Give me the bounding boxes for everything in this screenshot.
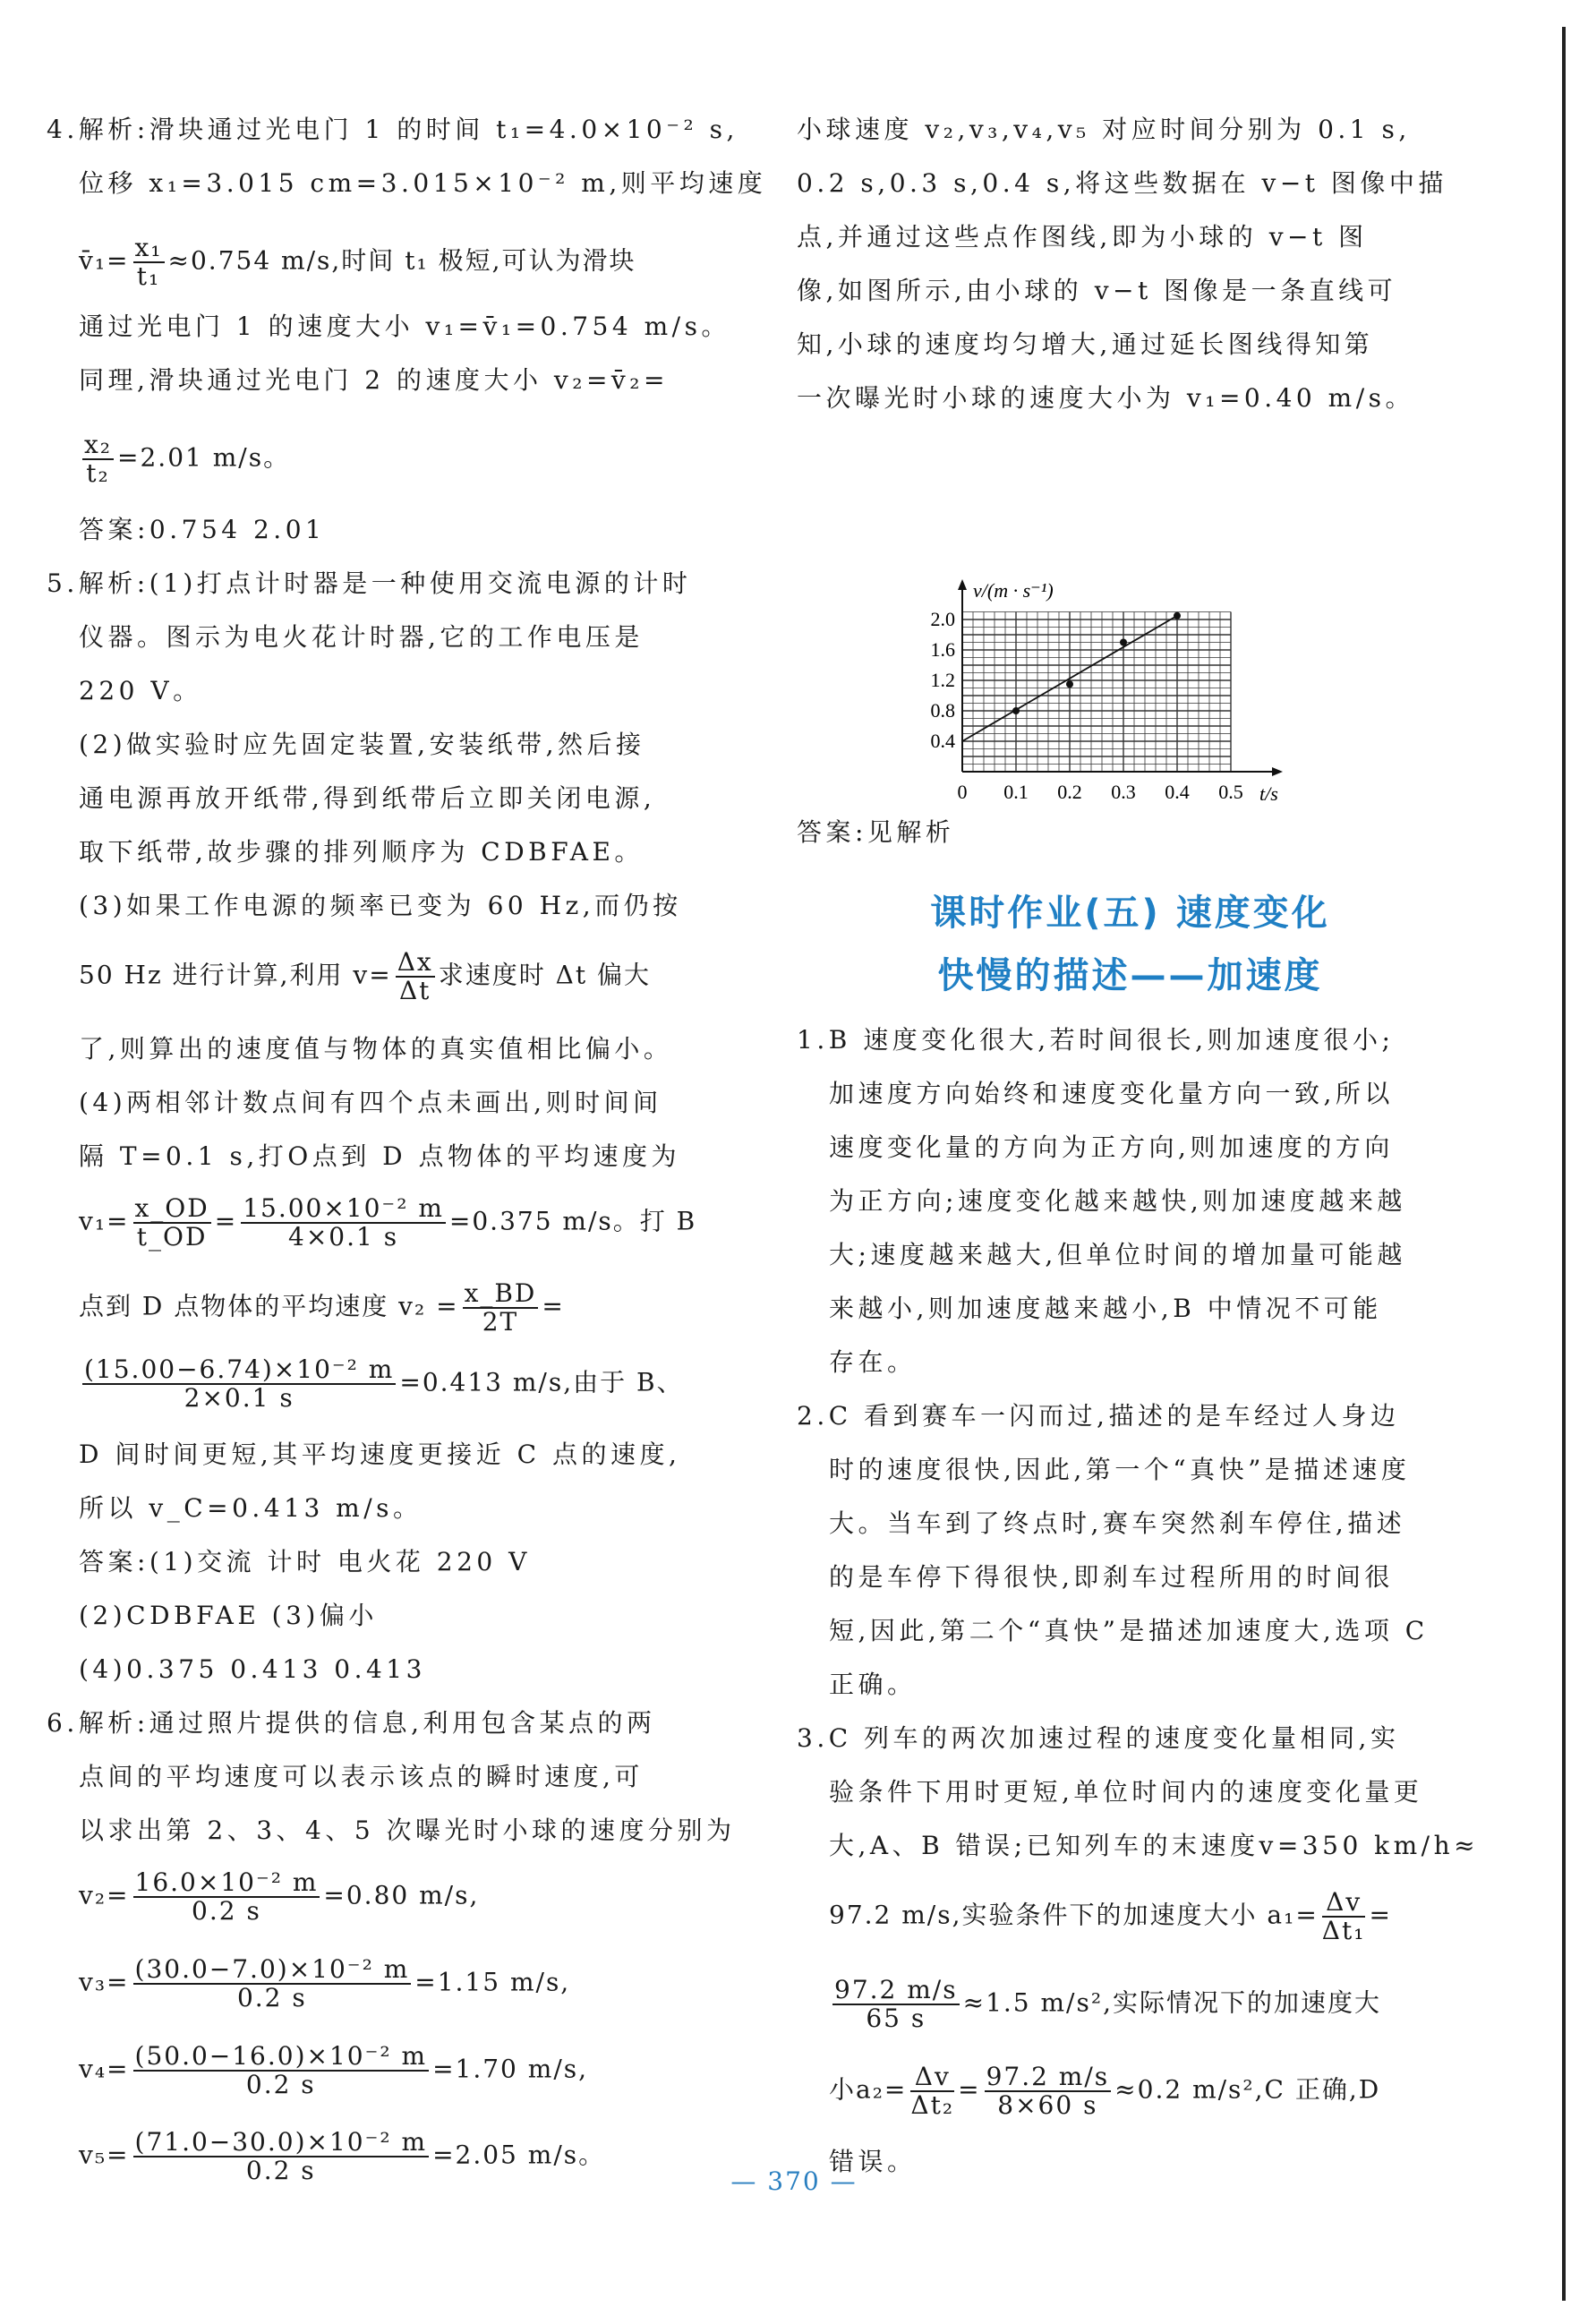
- text-line: 速度变化量的方向为正方向,则加速度的方向: [829, 1132, 1394, 1162]
- fraction: [396, 949, 435, 1004]
- data-point: [1066, 680, 1073, 688]
- data-point: [1012, 707, 1020, 714]
- y-tick-label: 0.4: [930, 730, 955, 752]
- text-line: 4.解析:滑块通过光电门 1 的时间 t₁=4.0×10⁻² s,: [47, 115, 739, 144]
- text-line: 时的速度很快,因此,第一个“真快”是描述速度: [829, 1455, 1411, 1484]
- fraction: [463, 1280, 539, 1336]
- text-line: (2)做实验时应先固定装置,安装纸带,然后接: [79, 730, 645, 759]
- equation-line: [797, 1977, 1381, 2032]
- text-line: 仪器。图示为电火花计时器,它的工作电压是: [79, 622, 644, 652]
- numerator: x_OD: [134, 1193, 209, 1223]
- eq-part: =: [1369, 1900, 1392, 1930]
- section-title: 快慢的描述——加速度: [937, 955, 1323, 996]
- denominator: 8×60 s: [997, 2090, 1098, 2120]
- denominator: 0.2 s: [192, 1896, 261, 1926]
- text-line: (3)如果工作电源的频率已变为 60 Hz,而仍按: [79, 891, 682, 920]
- numerator: 97.2 m/s: [986, 2062, 1110, 2091]
- equation-line: [797, 2063, 1380, 2119]
- numerator: x_BD: [464, 1278, 537, 1308]
- x-tick-label: 0.4: [1165, 781, 1190, 803]
- text-line: 所以 v_C=0.413 m/s。: [79, 1493, 423, 1523]
- x-tick-label: 0.2: [1057, 781, 1082, 803]
- eq-part: =0.413 m/s,由于 B、: [399, 1367, 684, 1397]
- fraction: [1322, 1889, 1366, 1944]
- numerator: x₂: [84, 430, 113, 459]
- text-line: 通电源再放开纸带,得到纸带后立即关闭电源,: [79, 783, 656, 813]
- text-line: 短,因此,第二个“真快”是描述加速度大,选项 C: [829, 1616, 1429, 1645]
- text-line: 取下纸带,故步骤的排列顺序为 CDBFAE。: [79, 837, 644, 867]
- equation-line: [47, 235, 636, 290]
- y-tick-label: 0.8: [930, 699, 955, 722]
- fraction: [910, 2063, 954, 2119]
- text-line: 像,如图所示,由小球的 v−t 图像是一条直线可: [797, 276, 1397, 305]
- numerator: 97.2 m/s: [834, 1975, 958, 2004]
- numerator: (30.0−7.0)×10⁻² m: [134, 1954, 410, 1984]
- text-line: 的是车停下得很快,即刹车过程所用的时间很: [829, 1562, 1394, 1592]
- text-line: 点,并通过这些点作图线,即为小球的 v−t 图: [797, 222, 1368, 252]
- denominator: 2×0.1 s: [184, 1383, 295, 1413]
- text-line: 大;速度越来越大,但单位时间的增加量可能越: [829, 1240, 1406, 1269]
- fraction: [133, 2043, 430, 2098]
- eq-part: 小a₂=: [829, 2074, 908, 2105]
- eq-part: =1.15 m/s,: [414, 1967, 571, 1997]
- text-line: 220 V。: [79, 676, 202, 705]
- text-line: 2.C 看到赛车一闪而过,描述的是车经过人身边: [797, 1401, 1400, 1431]
- eq-part: =: [542, 1291, 565, 1321]
- chart-ticks: [931, 608, 1243, 803]
- data-point: [1120, 639, 1127, 646]
- fraction: [133, 1869, 320, 1925]
- answer-line: 答案:(1)交流 计时 电火花 220 V: [79, 1547, 531, 1576]
- text-line: D 间时间更短,其平均速度更接近 C 点的速度,: [79, 1440, 681, 1469]
- equation-line: [797, 1889, 1392, 1944]
- fraction: [241, 1195, 446, 1251]
- eq-part: =2.05 m/s。: [432, 2140, 606, 2170]
- equation-line: [47, 1869, 479, 1925]
- text-line: 存在。: [829, 1347, 917, 1377]
- x-axis-arrow: [1272, 767, 1283, 776]
- page-number: — 370 —: [730, 2166, 858, 2196]
- denominator: Δt: [398, 976, 431, 1005]
- text-line: 0.2 s,0.3 s,0.4 s,将这些数据在 v−t 图像中描: [797, 168, 1447, 198]
- fraction: [985, 2063, 1112, 2119]
- text-line: 来越小,则加速度越来越小,B 中情况不可能: [829, 1294, 1382, 1323]
- numerator: Δv: [1322, 1889, 1366, 1918]
- fraction: [82, 1356, 396, 1412]
- numerator: (71.0−30.0)×10⁻² m: [134, 2127, 428, 2157]
- numerator: 16.0×10⁻² m: [134, 1867, 319, 1897]
- eq-part: 求速度时 Δt 偏大: [438, 960, 651, 990]
- denominator: 4×0.1 s: [288, 1222, 399, 1252]
- numerator: x₁: [134, 233, 163, 262]
- denominator: t₁: [136, 261, 161, 291]
- eq-part: =: [958, 2074, 981, 2105]
- equation-line: [47, 1956, 570, 2012]
- eq-part: =1.70 m/s,: [432, 2054, 589, 2084]
- section-title: 课时作业(五) 速度变化: [930, 893, 1330, 934]
- fraction: [82, 431, 114, 487]
- eq-part: v₄=: [79, 2054, 130, 2084]
- eq-part: =0.375 m/s。打 B: [448, 1206, 697, 1236]
- numerator: (15.00−6.74)×10⁻² m: [84, 1354, 395, 1384]
- text-line: 以求出第 2、3、4、5 次曝光时小球的速度分别为: [79, 1816, 736, 1845]
- denominator: 65 s: [866, 2004, 926, 2033]
- eq-part: =0.80 m/s,: [323, 1880, 480, 1910]
- x-tick-label: 0: [957, 781, 968, 803]
- eq-part: ≈0.754 m/s,时间 t₁ 极短,可认为滑块: [167, 245, 636, 276]
- x-tick-label: 0.3: [1111, 781, 1136, 803]
- y-tick-label: 2.0: [930, 608, 955, 630]
- fraction: [133, 235, 165, 290]
- numerator: (50.0−16.0)×10⁻² m: [134, 2041, 428, 2071]
- page-edge-line: [1562, 27, 1566, 2301]
- text-line: 一次曝光时小球的速度大小为 v₁=0.40 m/s。: [797, 383, 1415, 413]
- eq-part: v₁=: [79, 1206, 130, 1236]
- text-line: 3.C 列车的两次加速过程的速度变化量相同,实: [797, 1723, 1400, 1753]
- denominator: 2T: [482, 1307, 519, 1337]
- text-line: 错误。: [829, 2147, 917, 2176]
- denominator: Δt₁: [1321, 1916, 1366, 1945]
- fraction: [133, 1195, 211, 1251]
- denominator: t₂: [86, 458, 110, 488]
- eq-part: ≈1.5 m/s²,实际情况下的加速度大: [962, 1987, 1381, 2018]
- text-line: 1.B 速度变化很大,若时间很长,则加速度很小;: [797, 1025, 1395, 1055]
- answer-line: (2)CDBFAE (3)偏小: [79, 1601, 378, 1630]
- chart-marks: [962, 612, 1181, 741]
- text-line: 验条件下用时更短,单位时间内的速度变化量更: [829, 1777, 1423, 1807]
- text-line: 通过光电门 1 的速度大小 v₁=v̄₁=0.754 m/s。: [79, 312, 730, 341]
- fraction: [133, 1956, 412, 2012]
- equation-line: [47, 2043, 588, 2098]
- eq-part: 97.2 m/s,实验条件下的加速度大小 a₁=: [829, 1900, 1319, 1930]
- numerator: Δv: [910, 2063, 954, 2092]
- y-tick-label: 1.6: [930, 638, 955, 661]
- x-tick-label: 0.5: [1218, 781, 1243, 803]
- denominator: Δt₂: [910, 2090, 955, 2120]
- y-axis-label: v/(m · s⁻¹): [973, 579, 1054, 602]
- equation-line: [47, 1356, 684, 1412]
- eq-part: 50 Hz 进行计算,利用 v=: [79, 960, 392, 990]
- text-line: 加速度方向始终和速度变化量方向一致,所以: [829, 1079, 1394, 1108]
- text-line: 知,小球的速度均匀增大,通过延长图线得知第: [797, 329, 1374, 359]
- text-line: 大,A、B 错误;已知列车的末速度v=350 km/h≈: [829, 1831, 1480, 1860]
- fraction: [832, 1977, 960, 2032]
- text-line: 为正方向;速度变化越来越快,则加速度越来越: [829, 1186, 1406, 1216]
- numerator: Δx: [397, 947, 433, 977]
- answer-line: (4)0.375 0.413 0.413: [79, 1654, 426, 1684]
- text-line: 位移 x₁=3.015 cm=3.015×10⁻² m,则平均速度: [79, 168, 767, 198]
- eq-part: v₂=: [79, 1880, 130, 1910]
- text-line: 5.解析:(1)打点计时器是一种使用交流电源的计时: [47, 568, 692, 598]
- denominator: 0.2 s: [245, 2156, 316, 2185]
- eq-part: ≈0.2 m/s²,C 正确,D: [1114, 2074, 1381, 2105]
- chart-axes: [958, 579, 1283, 776]
- text-line: 大。当车到了终点时,赛车突然刹车停住,描述: [829, 1508, 1406, 1538]
- eq-part: 点到 D 点物体的平均速度 v₂ =: [79, 1291, 459, 1321]
- x-axis-label: t/s: [1259, 782, 1278, 805]
- answer-line: 答案:见解析: [797, 817, 955, 847]
- eq-part: v₅=: [79, 2140, 130, 2170]
- eq-part: v₃=: [79, 1967, 130, 1997]
- answer-line: 答案:0.754 2.01: [79, 515, 326, 544]
- numerator: 15.00×10⁻² m: [243, 1193, 444, 1223]
- eq-part: v̄₁=: [79, 245, 130, 276]
- eq-part: =: [214, 1206, 238, 1236]
- text-line: 了,则算出的速度值与物体的真实值相比偏小。: [79, 1034, 673, 1064]
- text-line: 隔 T=0.1 s,打O点到 D 点物体的平均速度为: [79, 1141, 680, 1171]
- velocity-time-chart: [904, 439, 1278, 815]
- text-line: (4)两相邻计数点间有四个点未画出,则时间间: [79, 1088, 662, 1117]
- text-line: 正确。: [829, 1670, 917, 1699]
- data-point: [1174, 612, 1181, 619]
- denominator: 0.2 s: [245, 2070, 316, 2099]
- equation-line: [47, 1280, 565, 1336]
- denominator: t_OD: [136, 1222, 208, 1252]
- text-line: 同理,滑块通过光电门 2 的速度大小 v₂=v̄₂=: [79, 365, 669, 395]
- equation-line: [47, 1195, 696, 1251]
- text-line: 小球速度 v₂,v₃,v₄,v₅ 对应时间分别为 0.1 s,: [797, 115, 1411, 144]
- y-tick-label: 1.2: [930, 669, 955, 691]
- chart-grid: [962, 612, 1231, 773]
- text-line: 点间的平均速度可以表示该点的瞬时速度,可: [79, 1762, 644, 1791]
- equation-line: [47, 949, 651, 1004]
- x-tick-label: 0.1: [1003, 781, 1029, 803]
- y-axis-arrow: [958, 579, 967, 590]
- denominator: 0.2 s: [236, 1983, 307, 2012]
- text-line: 6.解析:通过照片提供的信息,利用包含某点的两: [47, 1708, 656, 1738]
- eq-part: =2.01 m/s。: [117, 442, 291, 473]
- equation-line: [47, 431, 290, 487]
